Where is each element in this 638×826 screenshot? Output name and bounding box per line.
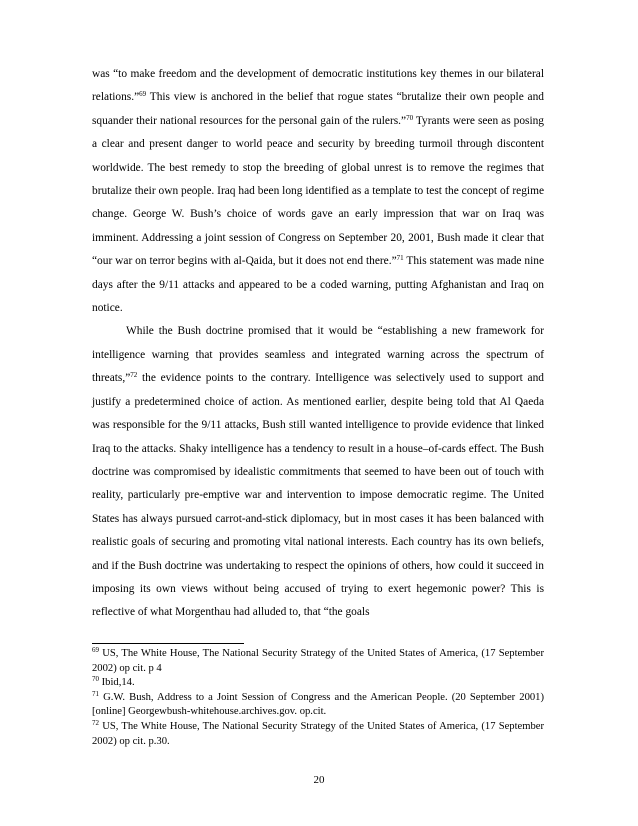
footnote-number: 70	[92, 675, 99, 684]
footnote-number: 72	[92, 718, 99, 727]
text-run: the evidence points to the contrary. Intelligence was selectively used to support and justify a predetermined choice of action. As mentioned earlier, despite being told that Al Qaeda was responsible for the 9/11 attacks, Bush still wanted intelligence to provide evidence that linked Iraq to the attacks. Shaky intelligence has a tendency to result in a house–of-cards effect. The Bush doctrine was compromised by idealistic commitments that seemed to have been out of touch with reality, particularly pre-emptive war and intervention to impose democratic regime. The United States has always pursued carrot-and-stick diplomacy, but in most cases it has been balanced with realistic goals of securing and promoting vital national interests. Each country has its own beliefs, and if the Bush doctrine was undertaking to respect the opinions of others, how could it succeed in imposing its own views without being accused of trying to exert hegemonic power? This is reflective of what Morgenthau had alluded to, that “the goals	[92, 372, 544, 619]
text-run: This statement was made nine days after the 9/11 attacks and appeared to be a coded warning, putting Afghanistan and Iraq on notice.	[92, 255, 544, 315]
footnote-ref-72: 72	[130, 371, 138, 380]
footnotes	[92, 647, 544, 749]
footnote-text: G.W. Bush, Address to a Joint Session of Congress and the American People. (20 September 2001) [online] Georgewbush-whitehouse.archives.gov. op.cit.	[92, 691, 544, 718]
footnote-text: Ibid,14.	[99, 677, 135, 689]
footnote-ref-69: 69	[139, 90, 147, 99]
text-run: Tyrants were seen as posing a clear and present danger to world peace and security by breeding turmoil through discontent worldwide. The best remedy to stop the breeding of global unrest is to remove the regimes that brutalize their own people. Iraq had been long identified as a template to test the concept of regime change. George W. Bush’s choice of words gave an early impression that war on Iraq was imminent. Addressing a joint session of Congress on September 20, 2001, Bush made it clear that “our war on terror begins with al-Qaida, but it does not end there.”	[92, 114, 544, 268]
footnote	[92, 676, 544, 691]
paragraph	[92, 320, 544, 624]
footnote-number: 69	[92, 646, 99, 654]
footnote-ref-70: 70	[406, 113, 414, 122]
paragraph	[92, 63, 544, 320]
footnote-text: US, The White House, The National Security Strategy of the United States of America, (17 September 2002) op cit. p 4	[92, 648, 544, 674]
footnote-number: 71	[92, 689, 99, 698]
footnote-ref-71: 71	[396, 254, 404, 263]
footnote	[92, 691, 544, 720]
footnote-text: US, The White House, The National Security Strategy of the United States of America, (17 September 2002) op cit. p.30.	[92, 720, 544, 747]
page-number: 20	[313, 774, 325, 786]
footnote-separator	[92, 643, 244, 644]
text-run: While the Bush doctrine promised that it would be “establishing a new framework for intelligence warning that provides seamless and integrated warning across the spectrum of threats,”	[92, 325, 544, 385]
body-text	[92, 63, 544, 625]
footnote	[92, 720, 544, 749]
text-run: was “to make freedom and the development of democratic institutions key themes in our bilateral relations.”	[92, 68, 544, 104]
text-run: This view is anchored in the belief that rogue states “brutalize their own people and squander their national resources for the personal gain of the rulers.”	[92, 91, 544, 127]
footnote	[92, 647, 544, 676]
